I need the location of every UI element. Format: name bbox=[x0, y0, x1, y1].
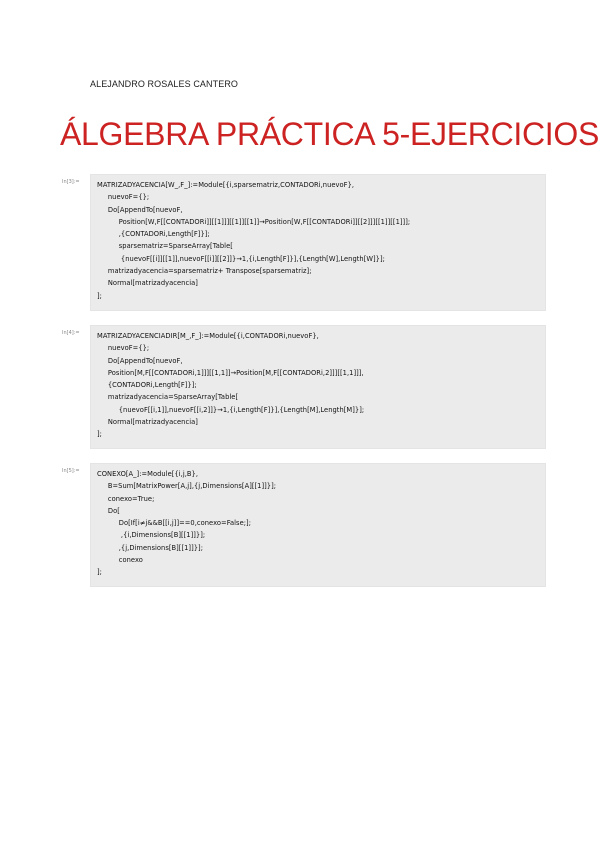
code-line: MATRIZADYACENCIA[W_,F_]:=Module[{i,sparsematriz,CONTADORi,nuevoF}, bbox=[97, 181, 355, 189]
code-line: Do[ bbox=[97, 506, 120, 515]
cell-input-label: In[5]:= bbox=[62, 468, 80, 474]
author-name: ALEJANDRO ROSALES CANTERO bbox=[90, 79, 239, 89]
code-line: Do[AppendTo[nuevoF, bbox=[97, 356, 183, 365]
code-line: Do[AppendTo[nuevoF, bbox=[97, 205, 183, 214]
cell-input-label: In[4]:= bbox=[62, 330, 80, 336]
code-block[interactable] bbox=[90, 463, 546, 587]
code-line: Do[If[i≠j&&B[[i,j]]==0,conexo=False;]; bbox=[97, 519, 251, 528]
code-line: {nuevoF[[i,1]],nuevoF[[i,2]]}→1,{i,Length[F]}],{Length[M],Length[M]}]; bbox=[97, 405, 365, 414]
code-line: ]; bbox=[97, 291, 102, 300]
code-line: Normal[matrizadyacencia] bbox=[97, 279, 198, 288]
code-line: ]; bbox=[97, 430, 102, 439]
code-line: matrizadyacencia=sparsematriz+ Transpose[sparsematriz]; bbox=[97, 267, 312, 276]
code-line: Normal[matrizadyacencia] bbox=[97, 418, 198, 427]
code-line: ,{j,Dimensions[B][[1]]}]; bbox=[97, 543, 204, 552]
code-line: {CONTADORi,Length[F]}]; bbox=[97, 381, 197, 390]
code-line: B=Sum[MatrixPower[A,j],{j,Dimensions[A][[1]]}]; bbox=[97, 482, 277, 491]
code-line: sparsematriz=SparseArray[Table[ bbox=[97, 242, 233, 251]
code-line: Position[W,F[[CONTADORi]][[1]]][[1]][[1]]→Position[W,F[[CONTADORi]][[2]]][[1]][[1]]]; bbox=[97, 217, 411, 226]
code-line: matrizadyacencia=SparseArray[Table[ bbox=[97, 393, 239, 402]
cell-input-label: In[3]:= bbox=[62, 179, 80, 185]
code-line: Position[M,F[[CONTADORi,1]]][[1,1]]→Position[M,F[[CONTADORi,2]]][[1,1]]], bbox=[97, 368, 364, 377]
document-title: ÁLGEBRA PRÁCTICA 5-EJERCICIOS bbox=[60, 116, 600, 152]
code-line: MATRIZADYACENCIADIR[M_,F_]:=Module[{i,CONTADORi,nuevoF}, bbox=[97, 332, 319, 340]
code-line: conexo bbox=[97, 556, 143, 565]
code-line: ,{i,Dimensions[B][[1]]}]; bbox=[97, 531, 206, 540]
code-block[interactable] bbox=[90, 174, 546, 311]
code-line: conexo=True; bbox=[97, 494, 155, 503]
code-line: CONEXO[A_]:=Module[{i,j,B}, bbox=[97, 470, 199, 478]
code-line: ,{CONTADORi,Length[F]}]; bbox=[97, 230, 210, 239]
code-line: ]; bbox=[97, 568, 102, 577]
code-line: nuevoF={}; bbox=[97, 193, 150, 202]
code-line: nuevoF={}; bbox=[97, 344, 150, 353]
code-line: {nuevoF[[i]][[1]],nuevoF[[i]][[2]]}→1,{i,Length[F]}],{Length[W],Length[W]}]; bbox=[97, 254, 385, 263]
code-block[interactable] bbox=[90, 325, 546, 449]
